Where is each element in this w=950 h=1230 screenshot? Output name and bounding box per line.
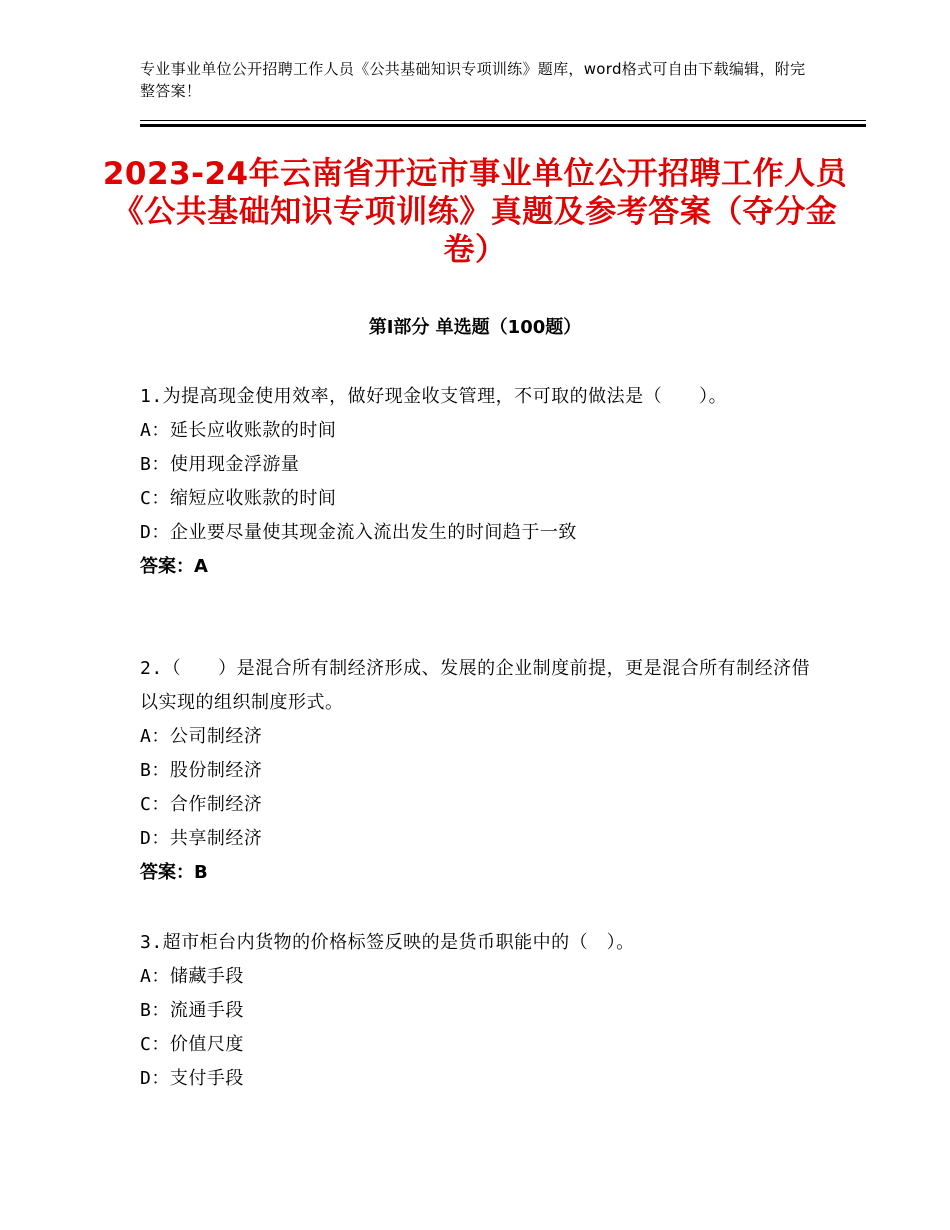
header-rule-thin xyxy=(140,120,866,121)
option-a: A：储藏手段 xyxy=(140,966,244,987)
option-c: C：价值尺度 xyxy=(140,1034,244,1055)
option-c: C：合作制经济 xyxy=(140,794,263,815)
question-1 xyxy=(140,380,820,584)
question-text: 3.超市柜台内货物的价格标签反映的是货币职能中的（ ）。 xyxy=(140,932,635,953)
header-rule-thick xyxy=(140,124,866,127)
question-2 xyxy=(140,652,820,890)
option-a: A：公司制经济 xyxy=(140,726,263,747)
answer: 答案：A xyxy=(140,556,208,577)
option-b: B：股份制经济 xyxy=(140,760,263,781)
option-d: D：支付手段 xyxy=(140,1068,244,1089)
option-c: C：缩短应收账款的时间 xyxy=(140,488,337,509)
question-text: 1.为提高现金使用效率，做好现金收支管理，不可取的做法是（ ）。 xyxy=(140,386,728,407)
option-a: A：延长应收账款的时间 xyxy=(140,420,337,441)
document-title: 2023-24年云南省开远市事业单位公开招聘工作人员《公共基础知识专项训练》真题及参考答案（夺分金卷） xyxy=(102,156,848,268)
option-d: D：共享制经济 xyxy=(140,828,263,849)
section-title: 第Ⅰ部分 单选题（100题） xyxy=(368,317,582,338)
question-text: 2.（ ）是混合所有制经济形成、发展的企业制度前提，更是混合所有制经济借以实现的组织制度形式。 xyxy=(140,658,811,713)
answer: 答案：B xyxy=(140,862,208,883)
option-b: B：流通手段 xyxy=(140,1000,244,1021)
question-3 xyxy=(140,926,820,1096)
option-b: B：使用现金浮游量 xyxy=(140,454,300,475)
option-d: D：企业要尽量使其现金流入流出发生的时间趋于一致 xyxy=(140,522,577,543)
header-note: 专业事业单位公开招聘工作人员《公共基础知识专项训练》题库，word格式可自由下载编辑，附完整答案！ xyxy=(140,60,806,100)
